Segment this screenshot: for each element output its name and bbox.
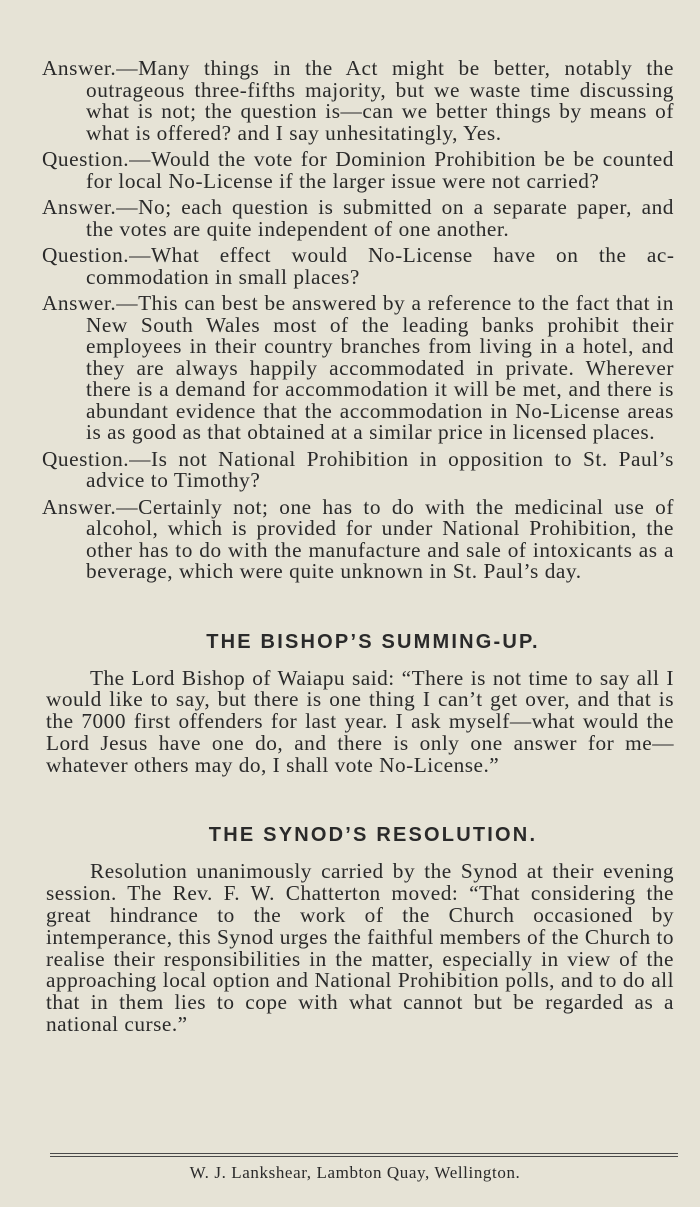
bishop-section-heading: THE BISHOP’S SUMMING-UP. xyxy=(206,630,540,653)
qa-answer-act: Answer.—Many things in the Act might be better, notably the outrageous three-fifths majority, but we waste time discussing what is not; the question is—can we better things by means of what is offered? and I say unhesitatingly, Yes. xyxy=(42,56,674,145)
qa-question-st-paul: Question.—Is not National Prohibition in opposition to St. Paul’s advice to Timothy? xyxy=(42,446,674,492)
synod-section-paragraph: Resolution unanimously carried by the Synod at their evening session. The Rev. F. W. Chatterton moved: “That considering the great hindrance to the work of the Church occasioned by intemperance, this Synod urges the faithful members of the Church to realise their responsibilities in the matter, especially in view of the approaching local option and National Prohibition polls, and to do all that in them lies to cope with what cannot but be regarded as a national curse.” xyxy=(46,859,675,1037)
synod-section-heading: THE SYNOD’S RESOLUTION. xyxy=(208,824,538,847)
qa-answer-st-paul: Answer.—Certainly not; one has to do with the medicinal use of alcohol, which is provided for under National Prohibition, the other has to do with the manufacture and sale of intoxicants as a beverage, which were quite unknown in St. Paul’s day. xyxy=(42,494,674,583)
footer-rule-bottom xyxy=(50,1156,678,1157)
footer-rule-top xyxy=(50,1153,678,1154)
qa-answer-separate-paper: Answer.—No; each question is submitted on a separate paper, and the votes are quite independent of one another. xyxy=(42,195,674,241)
qa-question-accommodation: Question.—What effect would No-License have on the accommodation in small places? xyxy=(42,243,674,289)
qa-question-dominion-vote: Question.—Would the vote for Dominion Prohibition be be counted for local No-License if the larger issue were not carried? xyxy=(42,147,674,193)
qa-answer-accommodation: Answer.—This can best be answered by a reference to the fact that in New South Wales most of the leading banks prohibit their employees in their country branches from living in a hotel, and they are always happily accommodated in private. Wherever there is a demand for accommodation it will be met, and there is abundant evidence that the accommodation in No-License areas is as good as that obtained at a similar price in licensed places. xyxy=(42,291,674,444)
bishop-section-paragraph: The Lord Bishop of Waiapu said: “There is not time to say all I would like to say, but there is one thing I can’t get over, and that is the 7000 first offenders for last year. I ask myself—what would the Lord Jesus have one do, and there is only one answer for me—whatever others may do, I shall vote No-License.” xyxy=(46,665,674,777)
printer-imprint: W. J. Lankshear, Lambton Quay, Wellington. xyxy=(189,1163,521,1182)
